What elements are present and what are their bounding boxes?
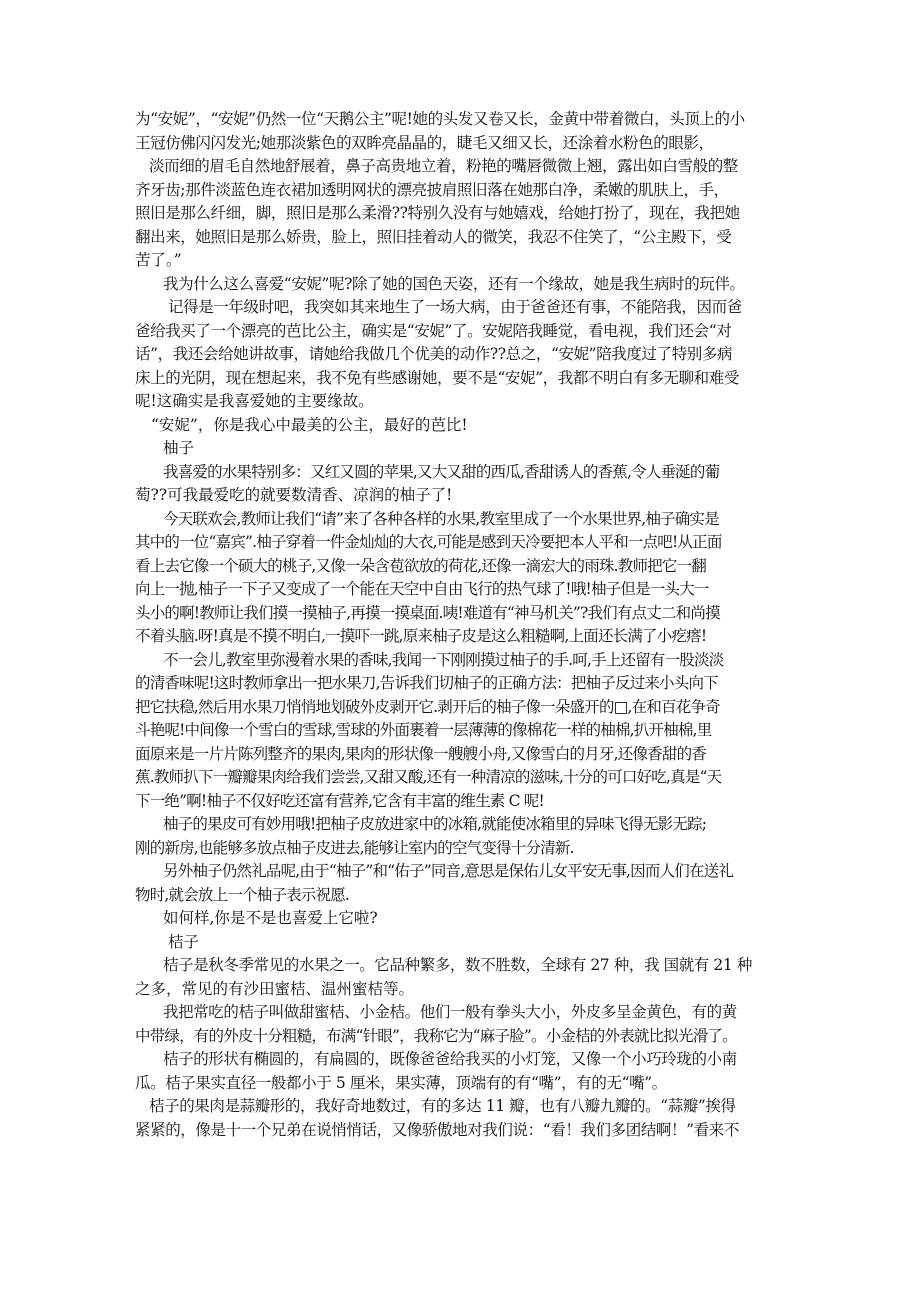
text-line: 齐牙齿;那件淡蓝色连衣裙加透明网状的漂亮披肩照旧落在她那白净，柔嫩的肌肤上，手， xyxy=(135,180,729,199)
text-line: 我把常吃的桔子叫做甜蜜桔、小金桔。他们一般有拳头大小，外皮多呈金黄色，有的黄 xyxy=(163,1003,737,1021)
text-line: 斗艳呢!中间像一个雪白的雪球,雪球的外面裹着一层薄薄的像棉花一样的柚棉,扒开柚棉,里 xyxy=(135,721,712,739)
text-line: 记得是一年级时吧，我突如其来地生了一场大病，由于爸爸还有事，不能陪我，因而爸 xyxy=(168,298,742,316)
text-line: 瓜。桔子果实直径一般都小于 5 厘米，果实薄，顶端有的有“嘴”，有的无“嘴”。 xyxy=(135,1073,667,1092)
text-line: 我为什么这么喜爱“安妮”呢?除了她的国色天姿，还有一个缘故，她是我生病时的玩伴。 xyxy=(163,274,745,293)
text-line: 话”，我还会给她讲故事，请她给我做几个优美的动作??总之，“安妮”陪我度过了特别多病 xyxy=(135,345,733,363)
text-line: 紧紧的，像是十一个兄弟在说悄悄话，又像骄傲地对我们说：“看！我们多团结啊！”看来不 xyxy=(135,1120,739,1139)
text-line: 王冠仿佛闪闪发光;她那淡紫色的双眸亮晶晶的，睫毛又细又长，还涂着水粉色的眼影， xyxy=(135,133,714,152)
text-line: 向上一抛,柚子一下子又变成了一个能在天空中自由飞行的热气球了!哦!柚子但是一头大一 xyxy=(135,580,709,598)
text-line: 如何样,你是不是也喜爱上它啦? xyxy=(163,909,378,927)
text-line: 头小的啊!教师让我们摸一摸柚子,再摸一摸桌面.咦!难道有“神马机关”?我们有点丈二和尚摸 xyxy=(135,603,720,622)
text-line: 我喜爱的水果特别多：又红又圆的苹果,又大又甜的西瓜,香甜诱人的香蕉,令人垂涎的葡 xyxy=(163,462,720,481)
text-line: 桔子的形状有椭圆的，有扁圆的，既像爸爸给我买的小灯笼，又像一个小巧玲珑的小南 xyxy=(163,1050,737,1068)
text-line: 床上的光阴，现在想起来，我不免有些感谢她，要不是“安妮”，我都不明白有多无聊和难受 xyxy=(135,368,739,387)
section-heading: 桔子 xyxy=(168,932,200,951)
text-line: 把它扶稳,然后用水果刀悄悄地划破外皮剥开它.剥开后的柚子像一朵盛开的□,在和百花争奇 xyxy=(135,697,720,716)
text-line: 看上去它像一个硕大的桃子,又像一朵含苞欲放的荷花,还像一滴宏大的雨珠.教师把它一翻 xyxy=(135,556,706,575)
text-line: 面原来是一片片陈列整齐的果肉,果肉的形状像一艘艘小舟,又像雪白的月牙,还像香甜的香 xyxy=(135,744,706,763)
text-line: 苦了。” xyxy=(135,251,182,269)
text-line: 之多，常见的有沙田蜜桔、温州蜜桔等。 xyxy=(135,979,415,998)
text-line: 的清香味呢!这时教师拿出一把水果刀,告诉我们切柚子的正确方法：把柚子反过来小头向下 xyxy=(135,674,718,692)
text-line: 中带绿，有的外皮十分粗糙，布满“针眼”，我称它为“麻子脸”。小金桔的外表就比拟光滑了。 xyxy=(135,1026,737,1045)
text-line: 蕉.教师扒下一瓣瓣果肉给我们尝尝,又甜又酸,还有一种清凉的滋味,十分的可口好吃,真是“天 xyxy=(135,768,722,786)
text-line: 照旧是那么纤细，脚，照旧是那么柔滑??特别久没有与她嬉戏，给她打扮了，现在，我把她 xyxy=(135,204,740,222)
text-line: 物时,就会放上一个柚子表示祝愿. xyxy=(135,885,350,904)
text-line: 翻出来，她照旧是那么娇贵，脸上，照旧挂着动人的微笑，我忍不住笑了，“公主殿下，受 xyxy=(135,227,732,246)
text-line: 淡而细的眉毛自然地舒展着，鼻子高贵地立着，粉艳的嘴唇微微上翘，露出如白雪般的整 xyxy=(149,157,738,175)
text-line: 不一会儿,教室里弥漫着水果的香味,我闻一下刚刚摸过柚子的手.呵,手上还留有一股淡淡 xyxy=(163,650,724,669)
text-line: 柚子的果皮可有妙用哦!把柚子皮放进家中的冰箱,就能使冰箱里的异味飞得无影无踪; xyxy=(163,815,707,833)
text-line: 为“安妮”，“安妮”仍然一位“天鹅公主”呢!她的头发又卷又长，金黄中带着微白，头顶上的小 xyxy=(135,110,745,128)
text-line: 另外柚子仍然礼品呢,由于“柚子”和“佑子”同音,意思是保佑儿女平安无事,因而人们在送礼 xyxy=(163,862,734,880)
text-line: 刚的新房,也能够多放点柚子皮进去,能够让室内的空气变得十分清新. xyxy=(135,838,574,857)
document-page xyxy=(135,108,787,1142)
text-line: 爸给我买了一个漂亮的芭比公主，确实是“安妮”了。安妮陪我睡觉，看电视，我们还会“对 xyxy=(135,321,732,340)
text-line: 不着头脑.呀!真是不摸不明白,一摸吓一跳,原来柚子皮是这么粗糙啊,上面还长满了小疙瘩! xyxy=(135,627,707,645)
text-line: 下一绝”啊!柚子不仅好吃还富有营养,它含有丰富的维生素 C 呢! xyxy=(135,791,544,810)
text-line: 呢!这确实是我喜爱她的主要缘故。 xyxy=(135,392,374,410)
text-line: “安妮”，你是我心中最美的公主，最好的芭比! xyxy=(151,415,468,434)
text-line: 桔子的果肉是蒜瓣形的，我好奇地数过，有的多达 11 瓣，也有八瓣九瓣的。“蒜瓣”挨得 xyxy=(149,1097,736,1115)
text-line: 萄??可我最爱吃的就要数清香、凉润的柚子了! xyxy=(135,486,453,504)
text-line: 桔子是秋冬季常见的水果之一。它品种繁多，数不胜数，全球有 27 种，我 国就有 21 种 xyxy=(163,956,752,974)
section-heading: 柚子 xyxy=(163,439,195,457)
text-line: 今天联欢会,教师让我们“请”来了各种各样的水果,教室里成了一个水果世界,柚子确实是 xyxy=(163,509,719,528)
text-line: 其中的一位“嘉宾”.柚子穿着一件金灿灿的大衣,可能是感到天冷要把本人平和一点吧!从正面 xyxy=(135,533,722,551)
